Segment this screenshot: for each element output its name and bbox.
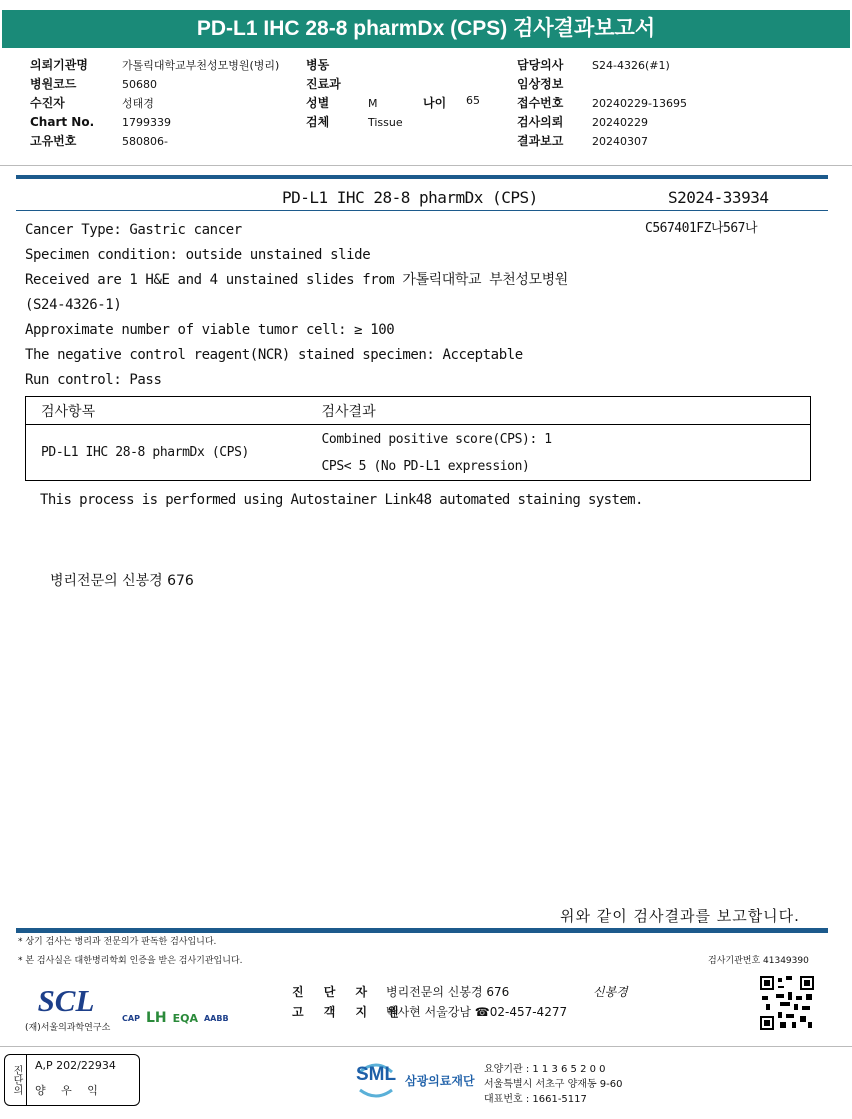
- patient-info-mid: [306, 56, 403, 132]
- result-table: [25, 396, 811, 481]
- report-line: Received are 1 H&E and 4 unstained slides from 가톨릭대학교 부천성모병원: [25, 272, 568, 288]
- accession-number: S2024-33934: [668, 188, 769, 207]
- diagnoser-value: 병리전문의 신봉경 676: [386, 985, 510, 999]
- qr-code: [760, 976, 814, 1030]
- title-underline: [16, 210, 828, 211]
- info-label: 검체: [306, 115, 330, 129]
- report-line: Run control: Pass: [25, 372, 162, 388]
- stamp-line: 양 우 익: [35, 1084, 104, 1097]
- confirmation-text: 위와 같이 검사결과를 보고합니다.: [560, 907, 800, 925]
- info-label: 의뢰기관명: [30, 58, 88, 72]
- signature: 신봉경: [593, 985, 628, 999]
- process-note: This process is performed using Autostainer Link48 automated staining system.: [40, 492, 643, 508]
- stamp-line: A,P 202/22934: [35, 1059, 116, 1072]
- report-line: Cancer Type: Gastric cancer: [25, 222, 242, 238]
- info-label: 병원코드: [30, 77, 77, 91]
- report-title: PD-L1 IHC 28-8 pharmDx (CPS) 검사결과보고서: [2, 10, 850, 48]
- section-rule-bottom: [16, 928, 828, 933]
- info-label: 성별: [306, 96, 330, 110]
- scl-name: (재)서울의과학연구소: [25, 1023, 111, 1033]
- info-value: 20240229: [592, 116, 648, 129]
- age-value: 65: [466, 94, 480, 107]
- table-header-row: [26, 397, 811, 425]
- report-body: [25, 218, 568, 393]
- result-line: CPS< 5 (No PD-L1 expression): [321, 458, 530, 474]
- sml-info-line: 요양기관 : 1 1 3 6 5 2 0 0: [484, 1064, 606, 1075]
- section-rule-top: [16, 175, 828, 179]
- result-line: Combined positive score(CPS): 1: [321, 431, 552, 447]
- col-header-item: 검사항목: [26, 397, 308, 425]
- info-label: 결과보고: [517, 134, 564, 148]
- pathologist-name: 병리전문의 신봉경 676: [50, 573, 194, 589]
- info-value: 580806-: [122, 135, 168, 148]
- support-label: 고 객 지 원: [292, 1005, 407, 1019]
- support-value: 박사현 서울강남 ☎02-457-4277: [386, 1005, 568, 1019]
- test-name: PD-L1 IHC 28-8 pharmDx (CPS): [282, 188, 538, 207]
- info-value: Tissue: [368, 116, 403, 129]
- scl-logo: SCL: [37, 983, 95, 1018]
- lh-logo: LH: [145, 1010, 167, 1026]
- col-header-result: 검사결과: [308, 397, 811, 425]
- info-label: 검사의뢰: [517, 115, 564, 129]
- info-label: 진료과: [306, 77, 341, 91]
- test-result: [308, 425, 811, 481]
- info-label: 수진자: [30, 96, 65, 110]
- info-label: 고유번호: [30, 134, 77, 148]
- info-label: 병동: [306, 58, 330, 72]
- header-divider: [0, 165, 852, 166]
- sml-info-line: 서울특별시 서초구 양재동 9-60: [484, 1079, 623, 1090]
- info-value: 50680: [122, 78, 157, 91]
- diagnoser-label: 진 단 자: [292, 985, 376, 999]
- sml-info: [484, 1062, 623, 1107]
- info-label: 접수번호: [517, 96, 564, 110]
- stamp-label: 진단의: [5, 1055, 27, 1105]
- info-value: 20240307: [592, 135, 648, 148]
- sml-name: 삼광의료재단: [405, 1074, 475, 1088]
- patient-info-left: [30, 56, 279, 151]
- report-line: (S24-4326-1): [25, 297, 122, 313]
- footer-note: * 본 검사실은 대한병리학회 인증을 받은 검사기관입니다.: [18, 956, 243, 966]
- patient-info-right: [517, 56, 687, 151]
- report-line: Approximate number of viable tumor cell: ≥ 100: [25, 322, 395, 338]
- info-value: M: [368, 97, 378, 110]
- sml-logo: SML: [356, 1064, 397, 1085]
- institution-number: 검사기관번호 41349390: [708, 956, 809, 966]
- info-label: 임상정보: [517, 77, 564, 91]
- footer-divider: [0, 1046, 852, 1047]
- info-value: 가톨릭대학교부천성모병원(병리): [122, 59, 280, 72]
- eqa-logo: EQA: [172, 1011, 198, 1025]
- specimen-code: C567401FZ나567나: [645, 221, 758, 236]
- info-label: 담당의사: [517, 58, 564, 72]
- table-row: [26, 425, 811, 481]
- age-label: 나이: [423, 96, 447, 110]
- info-value: S24-4326(#1): [592, 59, 670, 72]
- sml-info-line: 대표번호 : 1661-5117: [484, 1094, 587, 1105]
- info-value: 성태경: [122, 97, 154, 110]
- approval-stamp: [4, 1054, 140, 1106]
- accreditation-logos: [122, 1010, 229, 1026]
- test-item: PD-L1 IHC 28-8 pharmDx (CPS): [26, 425, 308, 481]
- report-line: Specimen condition: outside unstained slide: [25, 247, 371, 263]
- info-value: 20240229-13695: [592, 97, 687, 110]
- report-line: The negative control reagent(NCR) stained specimen: Acceptable: [25, 347, 523, 363]
- aabb-logo: AABB: [203, 1013, 229, 1023]
- info-value: 1799339: [122, 116, 171, 129]
- cap-logo: CAP: [122, 1013, 140, 1023]
- footer-note: * 상기 검사는 병리과 전문의가 판독한 검사입니다.: [18, 937, 217, 947]
- info-label: Chart No.: [30, 115, 95, 129]
